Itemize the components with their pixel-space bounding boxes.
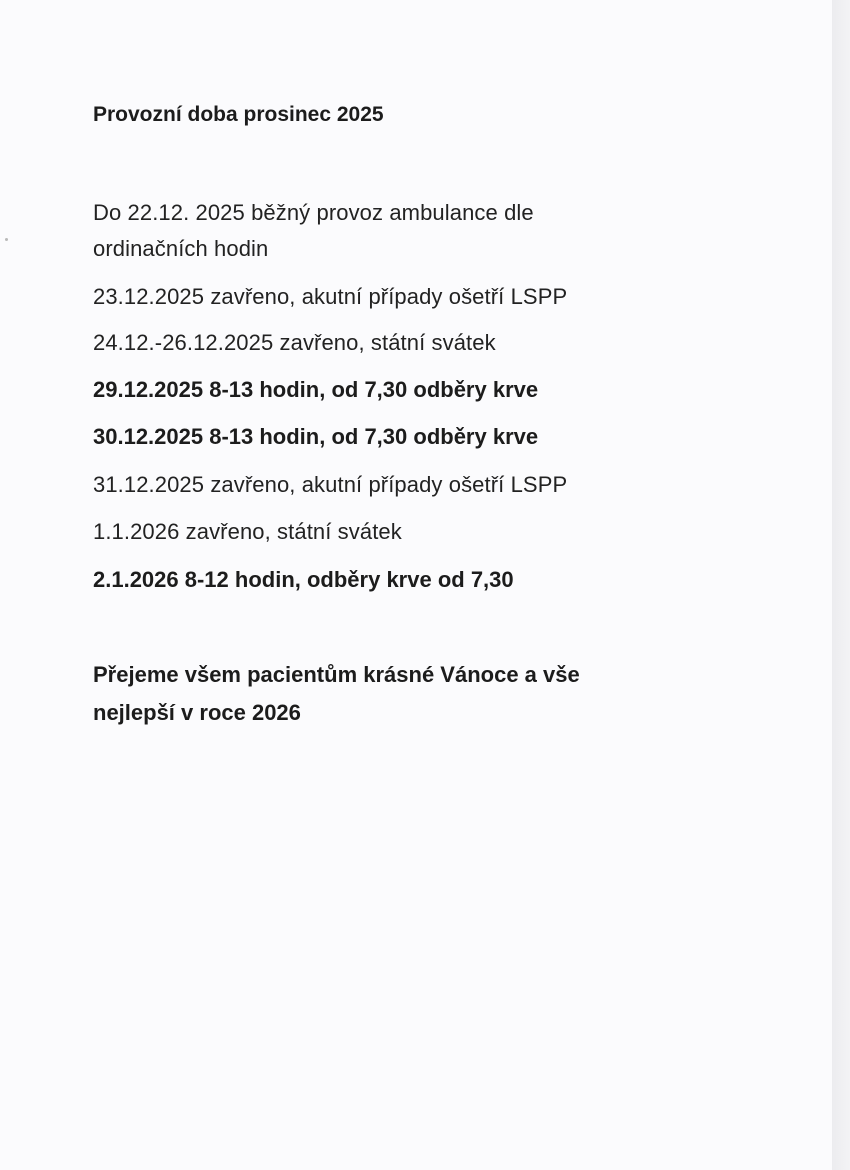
entry-dec-30: 30.12.2025 8-13 hodin, od 7,30 odběry krve [93, 424, 539, 449]
entry-dec-23: 23.12.2025 zavřeno, akutní případy ošetří LSPP [93, 284, 568, 309]
greeting-line-1: Přejeme všem pacientům krásné Vánoce a vše [93, 662, 580, 687]
scan-page-edge [832, 0, 850, 1170]
entry-jan-1: 1.1.2026 zavřeno, státní svátek [93, 519, 402, 544]
document-title: Provozní doba prosinec 2025 [93, 103, 384, 126]
entry-dec-29: 29.12.2025 8-13 hodin, od 7,30 odběry krve [93, 377, 539, 402]
greeting-line-2: nejlepší v roce 2026 [93, 700, 301, 725]
scan-speck [5, 238, 8, 241]
intro-line-1: Do 22.12. 2025 běžný provoz ambulance dle [93, 200, 534, 225]
entry-dec-24-26: 24.12.-26.12.2025 zavřeno, státní svátek [93, 330, 496, 355]
entry-dec-31: 31.12.2025 zavřeno, akutní případy ošetří LSPP [93, 472, 568, 497]
intro-line-2: ordinačních hodin [93, 236, 269, 261]
entry-jan-2: 2.1.2026 8-12 hodin, odběry krve od 7,30 [93, 567, 514, 592]
